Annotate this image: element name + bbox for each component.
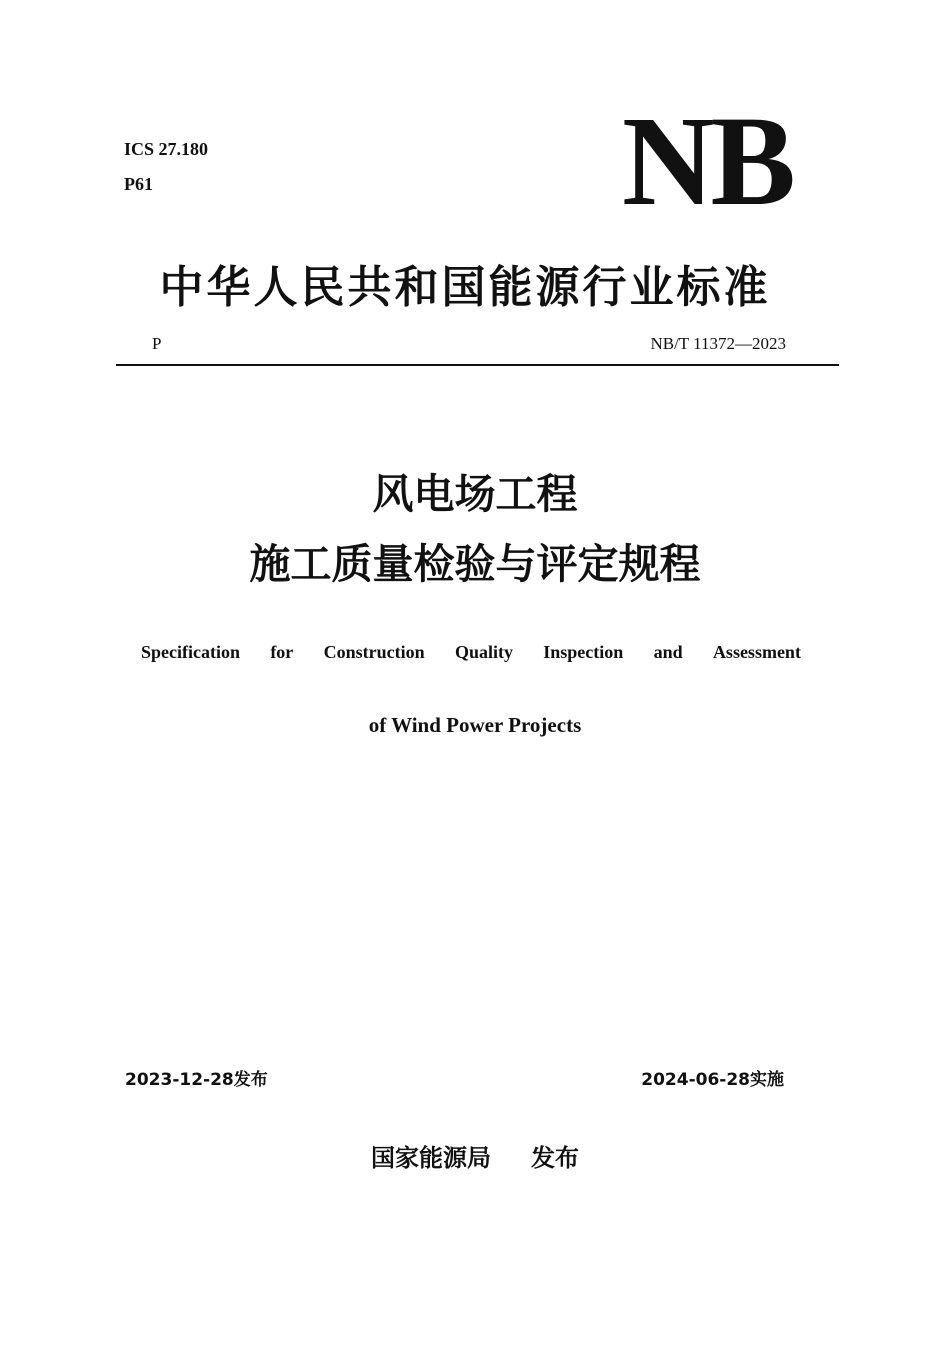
header-divider — [116, 364, 839, 366]
en-title-word: Quality — [454, 642, 513, 662]
issue-date: 2023-12-28发布 — [125, 1070, 268, 1090]
en-title-word: and — [653, 642, 683, 662]
record-code: P — [152, 334, 162, 353]
standard-number: NB/T 11372—2023 — [650, 334, 786, 353]
ccs-code: P61 — [124, 174, 153, 194]
publisher-name: 国家能源局 — [371, 1144, 491, 1172]
ics-code: ICS 27.180 — [124, 139, 209, 159]
document-title-en-line1 — [141, 640, 801, 664]
en-title-word: Specification — [141, 642, 240, 662]
publisher-action: 发布 — [531, 1144, 579, 1172]
publisher-line — [0, 1142, 950, 1174]
en-title-word: Assessment — [712, 642, 801, 662]
document-title-cn-line1: 风电场工程 — [372, 470, 578, 518]
en-title-word: for — [270, 642, 294, 662]
nb-logo: NB — [622, 90, 792, 232]
document-title-cn-line2: 施工质量检验与评定规程 — [249, 540, 701, 588]
en-title-word: Construction — [323, 642, 425, 662]
standard-category-title: 中华人民共和国能源行业标准 — [159, 262, 771, 313]
implementation-date: 2024-06-28实施 — [641, 1070, 784, 1090]
document-title-en-line2: of Wind Power Projects — [368, 713, 582, 737]
en-title-word: Inspection — [543, 642, 624, 662]
